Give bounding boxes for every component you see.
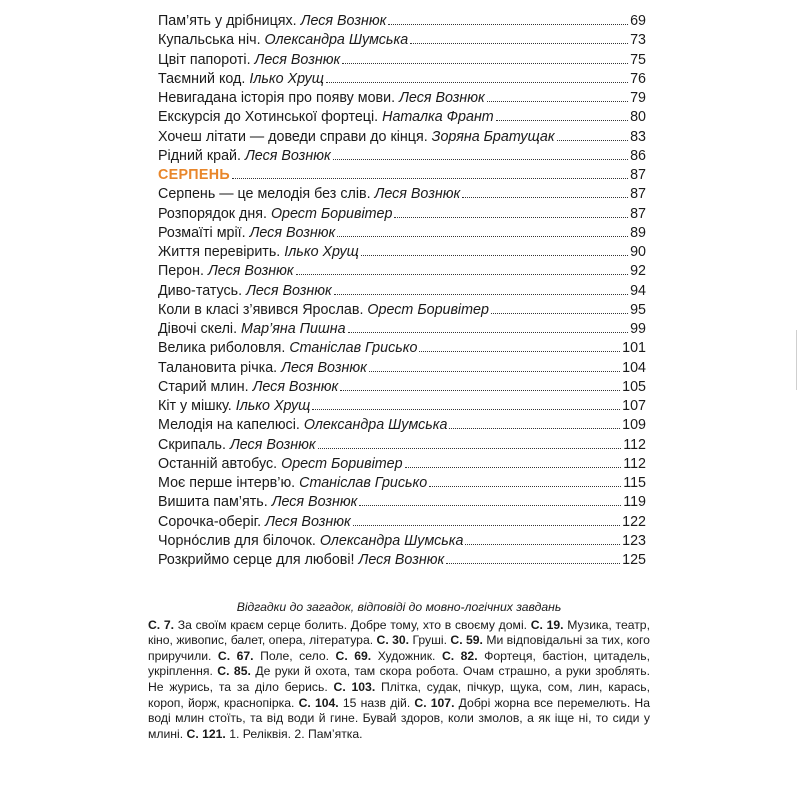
toc-title [158,51,340,70]
toc-author: Леся Вознюк [281,359,367,376]
toc-leader-dots [429,486,621,487]
answer-page-ref: С. 59. [450,633,483,648]
toc-title [158,70,324,89]
toc-leader-dots [557,140,628,141]
toc-section-heading [158,166,646,185]
toc-leader-dots [446,563,620,564]
toc-page-number: 92 [630,263,646,280]
toc-leader-dots [353,525,620,526]
toc-title [158,416,447,435]
toc-title [158,262,294,281]
toc-author: Зоряна Братущак [431,128,555,145]
toc-entry [158,243,646,262]
toc-title-text: Пам’ять у дрібницях. [158,13,297,29]
answer-page-ref: С. 103. [333,679,376,694]
toc-title [158,493,357,512]
answer-page-ref: С. 30. [376,633,410,648]
toc-page-number: 89 [630,224,646,241]
toc-entry [158,31,646,50]
answer-text: Художник. [371,648,442,663]
toc-page-number: 115 [623,475,646,491]
answer-text: Ми відповідальні за тих, кого приручили. [148,633,650,663]
toc-entry [158,474,646,493]
toc-entry [158,320,646,339]
toc-author: Леся Вознюк [229,436,316,453]
answer-page-ref: С. 82. [441,648,478,663]
toc-leader-dots [342,63,628,64]
answer-page-ref: С. 85. [217,664,251,679]
page-crease [796,330,797,390]
toc-author: Мар’яна Пишна [241,321,346,337]
toc-title-text: Хочеш літати — доведи справи до кінця. [158,128,428,145]
toc-entry [158,70,646,89]
toc-title-text: Диво-татусь. [158,282,243,299]
toc-leader-dots [394,217,628,218]
toc-page-number: 87 [630,167,646,183]
toc-page-number: 105 [622,378,646,395]
toc-author: Леся Вознюк [254,51,341,68]
toc-entry [158,359,646,378]
toc-author: Леся Вознюк [207,263,294,280]
toc-entry [158,224,646,243]
toc-entry [158,89,646,108]
toc-leader-dots [326,82,628,83]
answer-text: Груші. [409,633,451,648]
toc-title-text: Екскурсія до Хотинської фортеці. [158,109,379,126]
toc-page-number: 123 [622,532,646,549]
toc-author: Станіслав Грисько [299,475,428,491]
answer-page-ref: С. 19. [530,617,564,632]
answer-page-ref: С. 7. [148,617,175,632]
toc-page-number: 122 [622,513,646,530]
toc-author: Орест Боривітер [270,205,393,222]
toc-page-number: 95 [630,301,646,318]
toc-title [158,185,460,204]
toc-leader-dots [340,390,620,391]
toc-leader-dots [491,313,628,314]
section-title [158,166,230,185]
toc-page-number: 125 [622,552,646,568]
toc-leader-dots [296,274,628,275]
answer-page-ref: С. 67. [217,648,254,663]
toc-title-text: Моє перше інтерв’ю. [158,475,296,491]
toc-leader-dots [359,505,621,506]
toc-page-number: 80 [630,109,646,126]
toc-leader-dots [348,332,628,333]
toc-title [158,320,346,339]
answer-text: Плітка, судак, пічкур, щука, сом, лин, карась, короп, йорж, краснопірка. [148,679,650,710]
toc-entry [158,551,646,570]
toc-author: Ілько Хрущ [235,398,311,414]
toc-title-text: Купальська ніч. [158,32,261,49]
toc-page-number: 101 [622,340,646,357]
toc-author: Наталка Франт [382,109,494,126]
toc-leader-dots [232,178,628,179]
toc-author: Ілько Хрущ [284,244,359,260]
toc-title-text: Розпорядок дня. [158,205,267,222]
toc-page-number: 79 [630,90,646,106]
toc-title-text: Розкриймо серце для любові! [158,552,355,568]
toc-entry [158,532,646,551]
toc-author: Леся Вознюк [300,13,387,29]
toc-author: Орест Боривітер [367,301,489,318]
toc-leader-dots [333,159,628,160]
toc-entry [158,205,646,224]
answer-page-ref: С. 121. [186,726,226,741]
toc-leader-dots [405,467,622,468]
toc-title [158,339,417,358]
toc-leader-dots [419,351,620,352]
toc-title-text: Вишита пам’ять. [158,494,268,511]
toc-entry [158,108,646,127]
toc-leader-dots [496,120,628,121]
toc-title [158,12,386,31]
toc-title [158,224,335,243]
table-of-contents [158,12,646,570]
toc-leader-dots [410,43,628,44]
toc-author: Леся Вознюк [399,90,485,106]
toc-author: Станіслав Грисько [289,340,418,357]
toc-page-number: 99 [630,321,646,337]
toc-entry [158,282,646,301]
toc-title-text: Скрипаль. [158,436,226,453]
toc-leader-dots [449,428,620,429]
toc-author: Ілько Хрущ [249,70,324,87]
toc-entry [158,493,646,512]
toc-author: Леся Вознюк [245,147,331,164]
answer-text: Поле, село. [253,648,336,663]
toc-entry [158,51,646,70]
toc-title-text: Таємний код. [158,70,246,87]
answer-page-ref: С. 69. [335,648,372,663]
toc-title-text: Дівочі скелі. [158,321,238,337]
toc-entry [158,436,646,455]
answer-text: Добрі жорна все перемелють. На воді млин стоїть, та від води й гине. Бувай здоров, коли змолов, а як іще ні, то сиди у млині. [148,695,651,741]
toc-title-text: Останній автобус. [158,455,278,472]
toc-page-number: 87 [630,205,646,222]
toc-title-text: Коли в класі з’явився Ярослав. [158,301,364,318]
toc-entry [158,262,646,281]
toc-title [158,551,444,570]
toc-title-text: Цвіт папороті. [158,51,251,68]
toc-leader-dots [318,448,622,449]
toc-page-number: 109 [622,417,646,434]
toc-entry [158,339,646,358]
toc-page-number: 90 [630,244,646,260]
toc-author: Леся Вознюк [246,282,332,299]
toc-title [158,31,408,50]
toc-entry [158,128,646,147]
toc-title [158,205,392,224]
toc-entry [158,397,646,416]
toc-title-text: Серпень — це мелодія без слів. [158,186,371,203]
toc-title-text: Старий млин. [158,378,249,395]
toc-page-number: 107 [622,398,646,414]
toc-title-text: Сорочка-оберіг. [158,513,262,530]
toc-page-number: 94 [630,282,646,299]
answer-page-ref: С. 107. [414,695,455,710]
toc-title [158,532,463,551]
toc-leader-dots [369,371,620,372]
toc-title [158,397,310,416]
toc-page-number: 112 [623,455,646,472]
toc-page-number: 75 [630,51,646,68]
toc-title-text: Велика риболовля. [158,340,286,357]
toc-title [158,378,338,397]
toc-author: Леся Вознюк [265,513,351,530]
toc-author: Леся Вознюк [358,552,445,568]
toc-title-text: Рідний край. [158,147,242,164]
toc-entry [158,147,646,166]
toc-page-number: 104 [622,359,646,376]
toc-leader-dots [487,101,628,102]
toc-title-text: Мелодія на капелюсі. [158,417,300,434]
toc-page-number: 112 [623,436,646,453]
answer-text: Музика, театр, кіно, живопис, балет, опера, література. [148,617,650,648]
answers-heading: Відгадки до загадок, відповіді до мовно-логічних завдань [236,600,562,614]
toc-author: Леся Вознюк [271,494,358,511]
toc-page-number: 73 [630,32,646,49]
toc-title [158,282,332,301]
toc-author: Леся Вознюк [249,224,336,241]
toc-page-number: 69 [630,13,646,29]
toc-title [158,108,494,127]
toc-author: Леся Вознюк [252,378,339,395]
answer-text: 1. Реліквія. 2. Пам’ятка. [225,726,363,741]
toc-title [158,128,555,147]
toc-title-text: Невигадана історія про появу мови. [158,90,396,106]
toc-title-text: Чорно́слив для білочок. [158,532,316,549]
toc-page-number: 86 [630,147,646,164]
toc-title [158,301,489,320]
toc-title-text: СЕРПЕНЬ [158,167,230,183]
toc-entry [158,378,646,397]
toc-leader-dots [361,255,628,256]
toc-entry [158,513,646,532]
toc-title-text: Життя перевірить. [158,244,281,260]
toc-author: Леся Вознюк [374,186,461,203]
toc-title-text: Розмаїті мрії. [158,224,246,241]
toc-title [158,89,485,108]
toc-entry [158,455,646,474]
toc-title [158,513,351,532]
toc-title [158,474,427,493]
toc-leader-dots [465,544,620,545]
answer-text: 15 назв дій. [338,695,415,710]
toc-title [158,243,359,262]
answer-text: Фортеця, бастіон, цитадель, укріплення. [148,648,650,679]
answers-section [148,600,650,742]
toc-title [158,359,367,378]
toc-entry [158,185,646,204]
toc-title-text: Талановита річка. [158,359,278,376]
toc-title [158,455,403,474]
toc-author: Олександра Шумська [303,417,448,434]
toc-author: Олександра Шумська [319,532,464,549]
answer-text: Де руки й охота, там скора робота. Очам страшно, а руки зроблять. Не журись, та за діло берись. [148,664,650,694]
toc-entry [158,416,646,435]
toc-author: Орест Боривітер [281,455,403,472]
toc-title [158,147,331,166]
toc-leader-dots [334,294,628,295]
toc-leader-dots [337,236,628,237]
toc-leader-dots [462,197,628,198]
toc-page-number: 83 [630,128,646,145]
toc-leader-dots [312,409,620,410]
toc-entry [158,301,646,320]
toc-leader-dots [388,24,628,25]
toc-page-number: 76 [630,70,646,87]
toc-title-text: Кіт у мішку. [158,398,232,414]
toc-entry [158,12,646,31]
toc-title [158,436,316,455]
toc-author: Олександра Шумська [264,32,409,49]
answer-text: За своїм краєм серце болить. Добре тому, хто в своєму домі. [174,617,531,632]
answer-page-ref: С. 104. [298,695,339,710]
toc-title-text: Перон. [158,263,204,280]
toc-page-number: 87 [630,186,646,203]
answers-body [148,618,650,743]
toc-page-number: 119 [623,494,646,511]
